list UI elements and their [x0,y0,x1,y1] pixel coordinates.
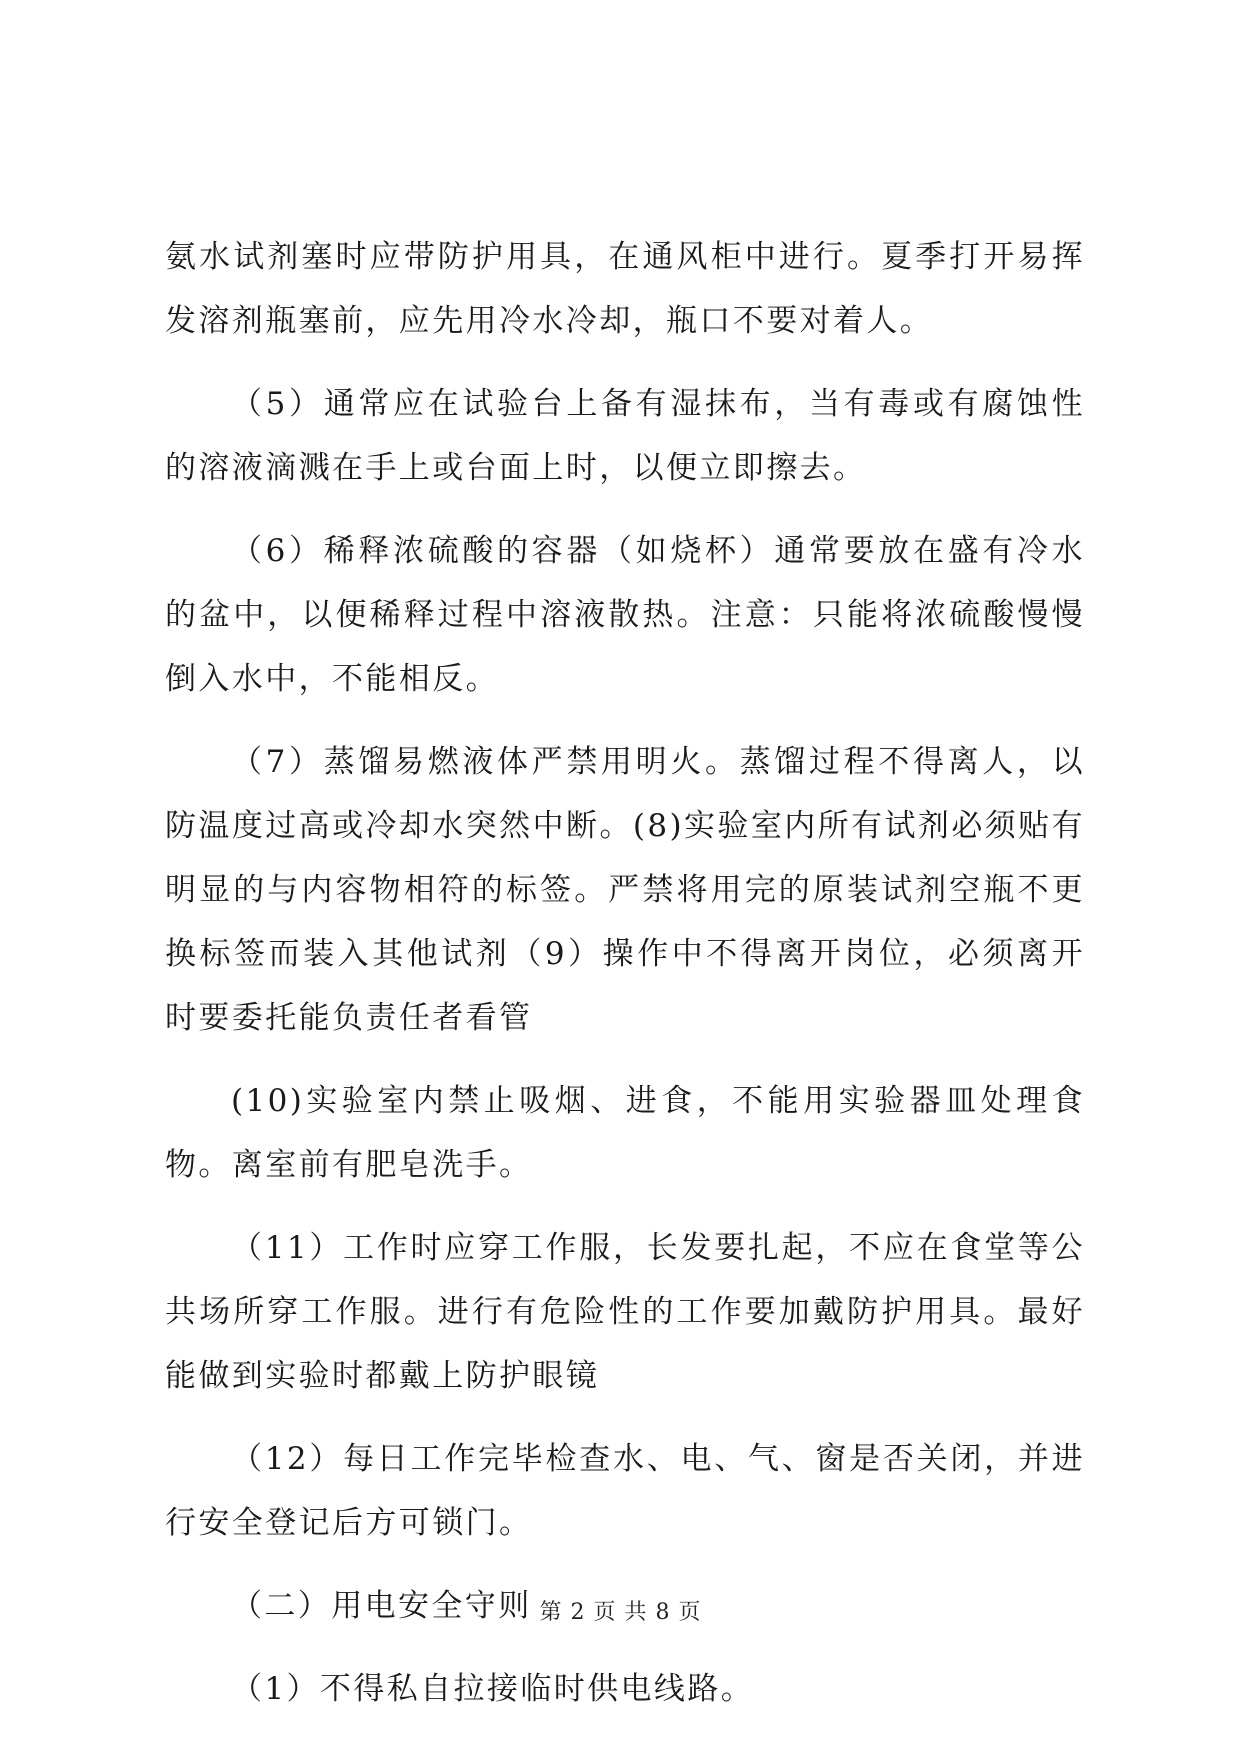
paragraph-rule-7-9: （7）蒸馏易燃液体严禁用明火。蒸馏过程不得离人，以防温度过高或冷却水突然中断。(8)实验室内所有试剂必须贴有明显的与内容物相符的标签。严禁将用完的原装试剂空瓶不更换标签而装入其他试剂（9）操作中不得离开岗位，必须离开时要委托能负责任者看管 [165,744,1085,1036]
section-heading-electrical-safety: （二）用电安全守则 [231,1588,532,1624]
paragraph-rule-5: （5）通常应在试验台上备有湿抹布，当有毒或有腐蚀性的溶液滴溅在手上或台面上时，以便立即擦去。 [165,386,1085,486]
paragraph-continued: 氨水试剂塞时应带防护用具，在通风柜中进行。夏季打开易挥发溶剂瓶塞前，应先用冷水冷却，瓶口不要对着人。 [165,239,1085,339]
page-number-footer: 第 2 页 共 8 页 [539,1600,702,1625]
body-text [165,225,1085,1740]
paragraph-rule-10: (10)实验室内禁止吸烟、进食，不能用实验器皿处理食物。离室前有肥皂洗手。 [165,1083,1085,1183]
paragraph-rule-12: （12）每日工作完毕检查水、电、气、窗是否关闭，并进行安全登记后方可锁门。 [165,1441,1085,1541]
paragraph-electrical-rule-1: （1）不得私自拉接临时供电线路。 [231,1671,755,1707]
paragraph-rule-6: （6）稀释浓硫酸的容器（如烧杯）通常要放在盛有冷水的盆中，以便稀释过程中溶液散热。注意：只能将浓硫酸慢慢倒入水中，不能相反。 [165,533,1085,697]
paragraph-rule-11: （11）工作时应穿工作服，长发要扎起，不应在食堂等公共场所穿工作服。进行有危险性的工作要加戴防护用具。最好能做到实验时都戴上防护眼镜 [165,1230,1085,1394]
